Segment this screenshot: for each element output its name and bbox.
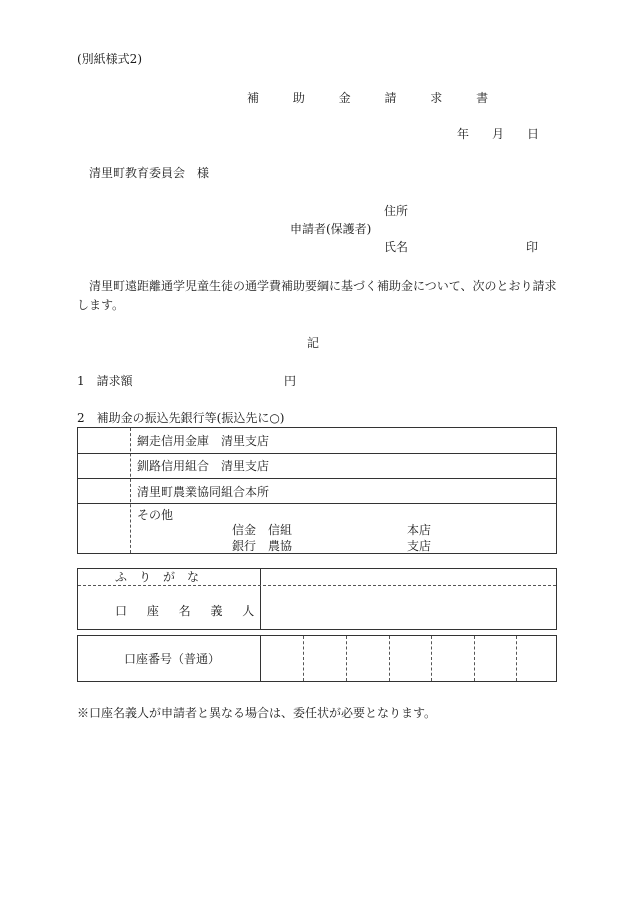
digit-divider	[346, 636, 347, 681]
body-text-line2: します。	[77, 298, 125, 312]
account-number-label: 口座番号（普通）	[124, 652, 221, 666]
addressee: 清里町教育委員会 様	[89, 166, 210, 180]
bank-option-1: 網走信用金庫 清里支店	[137, 434, 270, 448]
item1-unit: 円	[284, 374, 297, 388]
account-holder-table	[77, 568, 557, 630]
footnote: ※口座名義人が申請者と異なる場合は、委任状が必要となります。	[77, 706, 437, 720]
circle-column-divider	[130, 428, 131, 553]
account-holder-label: 口 座 名 義 人	[115, 604, 263, 618]
applicant-label: 申請者(保護者)	[290, 222, 372, 236]
name-label: 氏名	[384, 240, 409, 254]
other-label: その他	[137, 508, 174, 522]
date-year: 年	[457, 127, 470, 141]
digit-divider	[474, 636, 475, 681]
other-row1-branch: 本店	[407, 523, 432, 537]
date-month: 月	[492, 127, 505, 141]
date-day: 日	[527, 127, 540, 141]
item1-label: 1 請求額	[77, 374, 133, 388]
document-title: 補 助 金 請 求 書	[247, 91, 504, 105]
digit-divider	[303, 636, 304, 681]
ki-heading: 記	[307, 336, 320, 350]
bank-option-2: 釧路信用組合 清里支店	[137, 459, 270, 473]
body-text-line1: 清里町遠距離通学児童生徒の通学費補助要綱に基づく補助金について、次のとおり請求	[89, 279, 557, 293]
other-row2-branch: 支店	[407, 539, 432, 553]
item2-label: 2 補助金の振込先銀行等(振込先に○)	[77, 411, 285, 425]
account-number-table	[77, 635, 557, 682]
other-row1-type: 信金 信組	[232, 523, 293, 537]
form-number: (別紙様式2)	[77, 52, 142, 66]
furigana-label: ふ り が な	[115, 570, 200, 584]
address-label: 住所	[384, 204, 409, 218]
digit-divider	[516, 636, 517, 681]
bank-option-3: 清里町農業協同組合本所	[137, 485, 270, 499]
digit-divider	[431, 636, 432, 681]
other-row2-type: 銀行 農協	[232, 539, 293, 553]
digit-divider	[389, 636, 390, 681]
seal-label: 印	[526, 240, 539, 254]
bank-table	[77, 427, 557, 554]
